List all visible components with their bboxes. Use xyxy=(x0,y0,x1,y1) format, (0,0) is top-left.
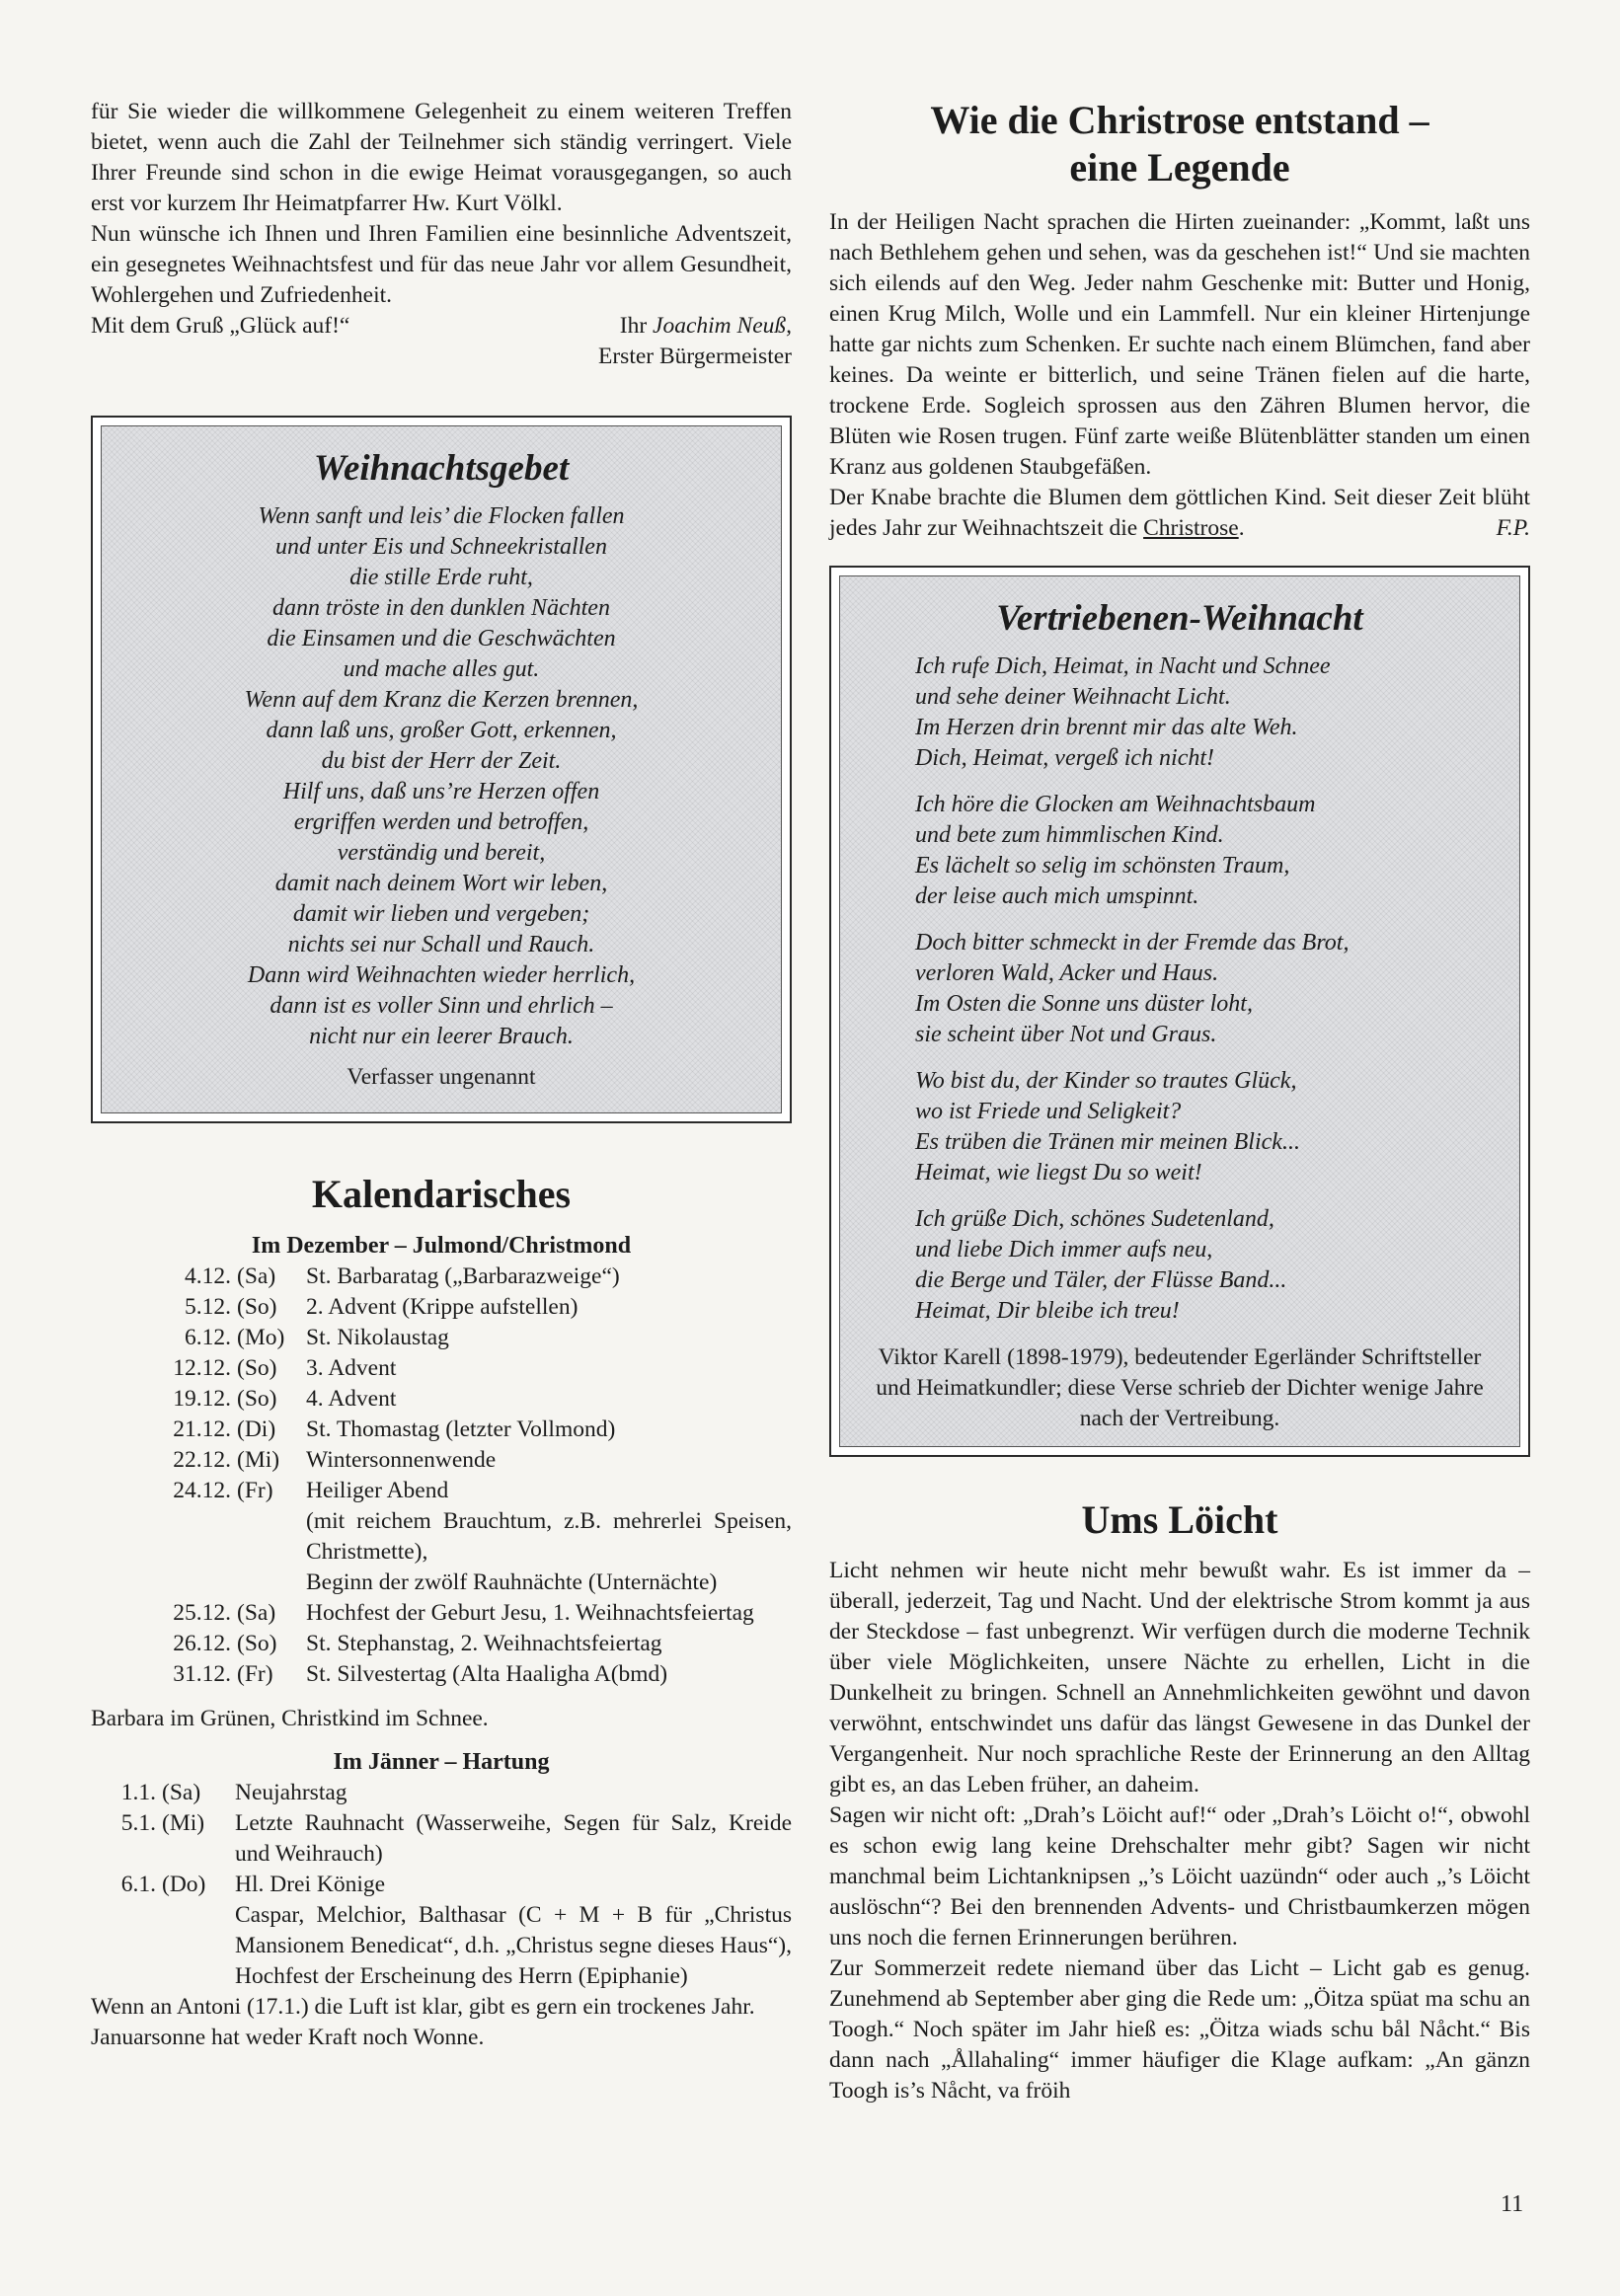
poem-line: Im Osten die Sonne uns düster loht, xyxy=(915,991,1253,1017)
legend-section xyxy=(829,97,1530,544)
calendar-event: St. Barbaratag („Barbarazweige“) xyxy=(306,1263,620,1289)
prayer-box-inner xyxy=(101,425,782,1113)
calendar-row xyxy=(91,1900,792,1992)
legend-paragraph-1: In der Heiligen Nacht sprachen die Hirten zueinander: „Kommt, laßt uns nach Bethlehem gehen und sehen, was da geschehen ist!“ Und sie machten sich eilends auf den Weg. Jeder nahm Geschenke mit: Butter und Honig, einen Krug Milch, Wolle und ein Lammfell. Nur ein kleiner Hirtenjunge hatte gar nichts zum Schenken. Er suchte nach einem Blümchen, fand aber keines. Da weinte er bitterlich, und seine Tränen fielen auf die harte, trockene Erde. Sogleich sprossen aus den Zähren Blumen hervor, die Blüten wie Rosen trugen. Fünf zarte weiße Blütenblätter standen um einen Kranz aus goldenen Staubgefäßen. xyxy=(829,209,1530,480)
december-saying: Barbara im Grünen, Christkind im Schnee. xyxy=(91,1706,489,1731)
poem-stanza xyxy=(915,1204,1500,1327)
christrose-word: Christrose xyxy=(1143,515,1239,541)
legend-paragraph-2 xyxy=(829,483,1530,544)
calendar-date xyxy=(91,1506,233,1568)
poem-line: verloren Wald, Acker und Haus. xyxy=(915,960,1219,986)
right-column xyxy=(829,97,1530,2106)
calendar-weekday: (So) xyxy=(237,1355,277,1381)
calendar-date: 6.12. xyxy=(185,1325,231,1350)
expellee-box xyxy=(829,566,1530,1457)
calendar-weekday: (So) xyxy=(237,1631,277,1656)
loeicht-title: Ums Löicht xyxy=(1081,1497,1278,1542)
calendar-weekday: (Do) xyxy=(162,1872,206,1897)
legend-title-line-1: Wie die Christrose entstand – xyxy=(930,98,1429,142)
calendar-date: 5.1. xyxy=(120,1810,156,1836)
poem-line: Wo bist du, der Kinder so trautes Glück, xyxy=(915,1068,1297,1094)
signature-prefix: Ihr xyxy=(619,313,654,339)
poem-line: Heimat, wie liegst Du so weit! xyxy=(915,1160,1202,1186)
prayer-line: Wenn auf dem Kranz die Kerzen brennen, xyxy=(244,687,639,713)
poem-line: sie scheint über Not und Graus. xyxy=(915,1022,1217,1047)
poem-stanza xyxy=(915,651,1500,774)
december-heading: Im Dezember – Julmond/Christmond xyxy=(251,1233,632,1259)
calendar-date: 21.12. xyxy=(173,1416,231,1442)
prayer-line: Hilf uns, daß uns’re Herzen offen xyxy=(282,779,600,804)
calendar-date: 12.12. xyxy=(173,1355,231,1381)
calendar-row xyxy=(91,1778,792,1808)
expellee-poem xyxy=(860,651,1500,1327)
prayer-box xyxy=(91,416,792,1123)
expellee-title: Vertriebenen-Weihnacht xyxy=(996,598,1363,639)
calendar-date: 22.12. xyxy=(173,1447,231,1473)
calendar-weekday: (Mi) xyxy=(237,1447,280,1473)
calendar-row xyxy=(91,1808,792,1870)
poem-line: Ich rufe Dich, Heimat, in Nacht und Schnee xyxy=(915,653,1331,679)
prayer-line: nicht nur ein leerer Brauch. xyxy=(309,1024,574,1049)
poem-line: Dich, Heimat, vergeß ich nicht! xyxy=(915,745,1215,771)
calendar-weekday xyxy=(158,1900,231,1992)
calendar-row xyxy=(91,1384,792,1415)
poem-line: und sehe deiner Weihnacht Licht. xyxy=(915,684,1231,710)
loeicht-paragraph-1: Licht nehmen wir heute nicht mehr bewußt wahr. Es ist immer da – überall, jederzeit, Tag und Nacht. Und der elektrische Strom kommt ja aus der Steckdose – fast unbegrenzt. Wir verfügen durch die moderne Technik über viele Möglichkeiten, unsere Nächte zu erhellen, Licht in die Dunkelheit zu bringen. Schnell an Annehmlichkeiten gewöhnt und davon verwöhnt, entschwindet uns dafür das längst Gewesene in das Dunkel der Vergangenheit. Nur noch sprachliche Reste der Erinnerung an den Alltag gibt es, an das Leben früher, an daheim. xyxy=(829,1558,1530,1798)
calendar-row xyxy=(91,1870,792,1900)
calendar-event: Hl. Drei Könige xyxy=(235,1872,386,1897)
prayer-line: dann tröste in den dunklen Nächten xyxy=(272,595,610,621)
calendar-row xyxy=(91,1292,792,1323)
prayer-line: verständig und bereit, xyxy=(337,840,546,866)
calendar-date: 25.12. xyxy=(173,1600,231,1626)
calendar-event: 3. Advent xyxy=(306,1355,397,1381)
prayer-line: Wenn sanft und leis’ die Flocken fallen xyxy=(258,503,625,529)
loeicht-paragraph-3: Zur Sommerzeit redete niemand über das Licht – Licht gab es genug. Zunehmend ab September aber ging die Rede um: „Öitza spüat ma schu an Toogh.“ Noch später im Jahr hieß es: „Öitza wiads schu bål Nåcht.“ Bis dann nach „Ållahaling“ immer häufiger die Klage aufkam: „An gänzn Toogh is’s Nåcht, va fröih xyxy=(829,1955,1530,2104)
calendar-section xyxy=(91,1171,792,2053)
calendar-weekday: (Mi) xyxy=(162,1810,205,1836)
calendar-date: 6.1. xyxy=(120,1872,156,1897)
calendar-row xyxy=(91,1323,792,1353)
poem-line: Im Herzen drin brennt mir das alte Weh. xyxy=(915,715,1298,740)
calendar-date: 1.1. xyxy=(120,1780,156,1805)
poem-line: Heimat, Dir bleibe ich treu! xyxy=(915,1298,1180,1324)
calendar-date: 26.12. xyxy=(173,1631,231,1656)
prayer-line: und unter Eis und Schneekristallen xyxy=(275,534,607,560)
december-calendar-table xyxy=(91,1262,792,1690)
calendar-weekday: (Mo) xyxy=(237,1325,285,1350)
poem-line: der leise auch mich umspinnt. xyxy=(915,883,1199,909)
page-number: 11 xyxy=(1501,2191,1524,2217)
poem-line: wo ist Friede und Seligkeit? xyxy=(915,1099,1182,1124)
january-saying-1: Wenn an Antoni (17.1.) die Luft ist klar, gibt es gern ein trockenes Jahr. xyxy=(91,1994,755,2020)
prayer-line: ergriffen werden und betroffen, xyxy=(293,809,589,835)
expellee-note: Viktor Karell (1898-1979), bedeutender Egerländer Schriftsteller und Heimatkundler; diese Verse schrieb der Dichter wenige Jahre nach der Vertreibung. xyxy=(876,1344,1484,1431)
calendar-date: 19.12. xyxy=(173,1386,231,1412)
calendar-event: (mit reichem Brauchtum, z.B. mehrerlei Speisen, Christmette), xyxy=(306,1508,792,1565)
calendar-row xyxy=(91,1629,792,1659)
prayer-line: damit wir lieben und vergeben; xyxy=(292,901,590,927)
prayer-line: dann laß uns, großer Gott, erkennen, xyxy=(266,718,617,743)
calendar-date: 24.12. xyxy=(173,1478,231,1503)
poem-line: Es lächelt so selig im schönsten Traum, xyxy=(915,853,1290,879)
signature-title: Erster Bürgermeister xyxy=(598,344,792,369)
calendar-row xyxy=(91,1568,792,1598)
calendar-row xyxy=(91,1506,792,1568)
legend-paragraph-2-end: . xyxy=(1238,515,1245,541)
calendar-event: Beginn der zwölf Rauhnächte (Unternächte) xyxy=(306,1569,718,1595)
january-calendar-table xyxy=(91,1778,792,1992)
calendar-row xyxy=(91,1353,792,1384)
legend-paragraph-2-text: Der Knabe brachte die Blumen dem göttlichen Kind. Seit dieser Zeit blüht jedes Jahr zur Weihnachtszeit die xyxy=(829,485,1530,541)
calendar-weekday: (Sa) xyxy=(237,1600,276,1626)
letter-paragraph-1: für Sie wieder die willkommene Gelegenheit zu einem weiteren Treffen bietet, wenn auch die Zahl der Teilnehmer sich ständig verringert. Viele Ihrer Freunde sind schon in die ewige Heimat vorausgegangen, so auch erst vor kurzem Ihr Heimatpfarrer Hw. Kurt Völkl. xyxy=(91,99,792,216)
prayer-line: und mache alles gut. xyxy=(343,656,540,682)
prayer-line: damit nach deinem Wort wir leben, xyxy=(274,871,608,896)
expellee-box-inner xyxy=(839,575,1520,1447)
signature-name: Joachim Neuß, xyxy=(653,313,792,339)
poem-stanza xyxy=(915,790,1500,912)
poem-line: die Berge und Täler, der Flüsse Band... xyxy=(915,1267,1287,1293)
calendar-event: St. Nikolaustag xyxy=(306,1325,449,1350)
calendar-event: St. Thomastag (letzter Vollmond) xyxy=(306,1416,616,1442)
calendar-event: Heiliger Abend xyxy=(306,1478,449,1503)
calendar-event: St. Silvestertag (Alta Haaligha A(bmd) xyxy=(306,1661,668,1687)
prayer-line: nichts sei nur Schall und Rauch. xyxy=(287,932,595,957)
calendar-date: 31.12. xyxy=(173,1661,231,1687)
calendar-weekday: (Sa) xyxy=(237,1263,276,1289)
calendar-title: Kalendarisches xyxy=(311,1172,572,1216)
legend-initials: F.P. xyxy=(1496,515,1530,541)
calendar-weekday: (Fr) xyxy=(237,1661,273,1687)
calendar-date: 4.12. xyxy=(185,1263,231,1289)
prayer-poem xyxy=(121,501,761,1052)
calendar-event: Hochfest der Geburt Jesu, 1. Weihnachtsfeiertag xyxy=(306,1600,754,1626)
poem-stanza xyxy=(915,928,1500,1050)
letter-signature xyxy=(620,311,792,342)
poem-line: Ich höre die Glocken am Weihnachtsbaum xyxy=(915,792,1316,817)
calendar-row xyxy=(91,1659,792,1690)
calendar-event: 4. Advent xyxy=(306,1386,397,1412)
calendar-event: Wintersonnenwende xyxy=(306,1447,497,1473)
prayer-author: Verfasser ungenannt xyxy=(347,1064,536,1090)
poem-line: Ich grüße Dich, schönes Sudetenland, xyxy=(915,1206,1274,1232)
prayer-line: du bist der Herr der Zeit. xyxy=(321,748,562,774)
prayer-line: die stille Erde ruht, xyxy=(349,565,533,590)
calendar-event: Neujahrstag xyxy=(235,1780,347,1805)
calendar-date: 5.12. xyxy=(185,1294,231,1320)
poem-stanza xyxy=(915,1066,1500,1188)
calendar-row xyxy=(91,1415,792,1445)
calendar-row xyxy=(91,1598,792,1629)
prayer-title: Weihnachtsgebet xyxy=(313,448,570,489)
calendar-weekday: (So) xyxy=(237,1386,277,1412)
calendar-event: St. Stephanstag, 2. Weihnachtsfeiertag xyxy=(306,1631,662,1656)
january-heading: Im Jänner – Hartung xyxy=(333,1749,550,1775)
legend-title-line-2: eine Legende xyxy=(1069,145,1290,190)
calendar-date xyxy=(91,1568,233,1598)
calendar-event: Caspar, Melchior, Balthasar (C + M + B für „Christus Mansionem Benedicat“, d.h. „Christus segne dieses Haus“), Hochfest der Erscheinung des Herrn (Epiphanie) xyxy=(235,1902,792,1989)
poem-line: und bete zum himmlischen Kind. xyxy=(915,822,1224,848)
letter-text xyxy=(91,97,792,372)
letter-signature-row xyxy=(91,311,792,342)
left-column xyxy=(91,97,792,2053)
letter-paragraph-2: Nun wünsche ich Ihnen und Ihren Familien eine besinnliche Adventszeit, ein gesegnetes Weihnachtsfest und für das neue Jahr vor allem Gesundheit, Wohlergehen und Zufriedenheit. xyxy=(91,221,792,308)
calendar-weekday: (Di) xyxy=(237,1416,276,1442)
legend-title xyxy=(829,97,1530,191)
calendar-row xyxy=(91,1262,792,1292)
calendar-event: 2. Advent (Krippe aufstellen) xyxy=(306,1294,579,1320)
calendar-weekday: (Fr) xyxy=(237,1478,273,1503)
calendar-row xyxy=(91,1445,792,1476)
loeicht-section xyxy=(829,1496,1530,2106)
calendar-weekday xyxy=(233,1568,302,1598)
calendar-weekday xyxy=(233,1506,302,1568)
calendar-event: Letzte Rauhnacht (Wasserweihe, Segen für Salz, Kreide und Weihrauch) xyxy=(235,1810,792,1867)
calendar-date xyxy=(91,1900,158,1992)
poem-line: Doch bitter schmeckt in der Fremde das Brot, xyxy=(915,930,1350,956)
calendar-row xyxy=(91,1476,792,1506)
prayer-line: dann ist es voller Sinn und ehrlich – xyxy=(270,993,613,1019)
calendar-weekday: (So) xyxy=(237,1294,277,1320)
loeicht-paragraph-2: Sagen wir nicht oft: „Drah’s Löicht auf!“ oder „Drah’s Löicht o!“, obwohl es schon ewig lang keine Drehschalter mehr gibt? Sagen wir nicht manchmal beim Lichtanknipsen „’s Löicht uazündn“ oder auch „’s Löicht auslöschn“? Bei den brennenden Advents- und Christbaumkerzen mögen uns noch die fernen Erinnerungen berühren. xyxy=(829,1802,1530,1951)
january-saying-2: Januarsonne hat weder Kraft noch Wonne. xyxy=(91,2025,485,2050)
poem-line: Es trüben die Tränen mir meinen Blick... xyxy=(915,1129,1300,1155)
prayer-line: die Einsamen und die Geschwächten xyxy=(267,626,616,651)
letter-greeting: Mit dem Gruß „Glück auf!“ xyxy=(91,313,350,339)
calendar-weekday: (Sa) xyxy=(162,1780,201,1805)
prayer-line: Dann wird Weihnachten wieder herrlich, xyxy=(247,962,636,988)
poem-line: und liebe Dich immer aufs neu, xyxy=(915,1237,1213,1263)
